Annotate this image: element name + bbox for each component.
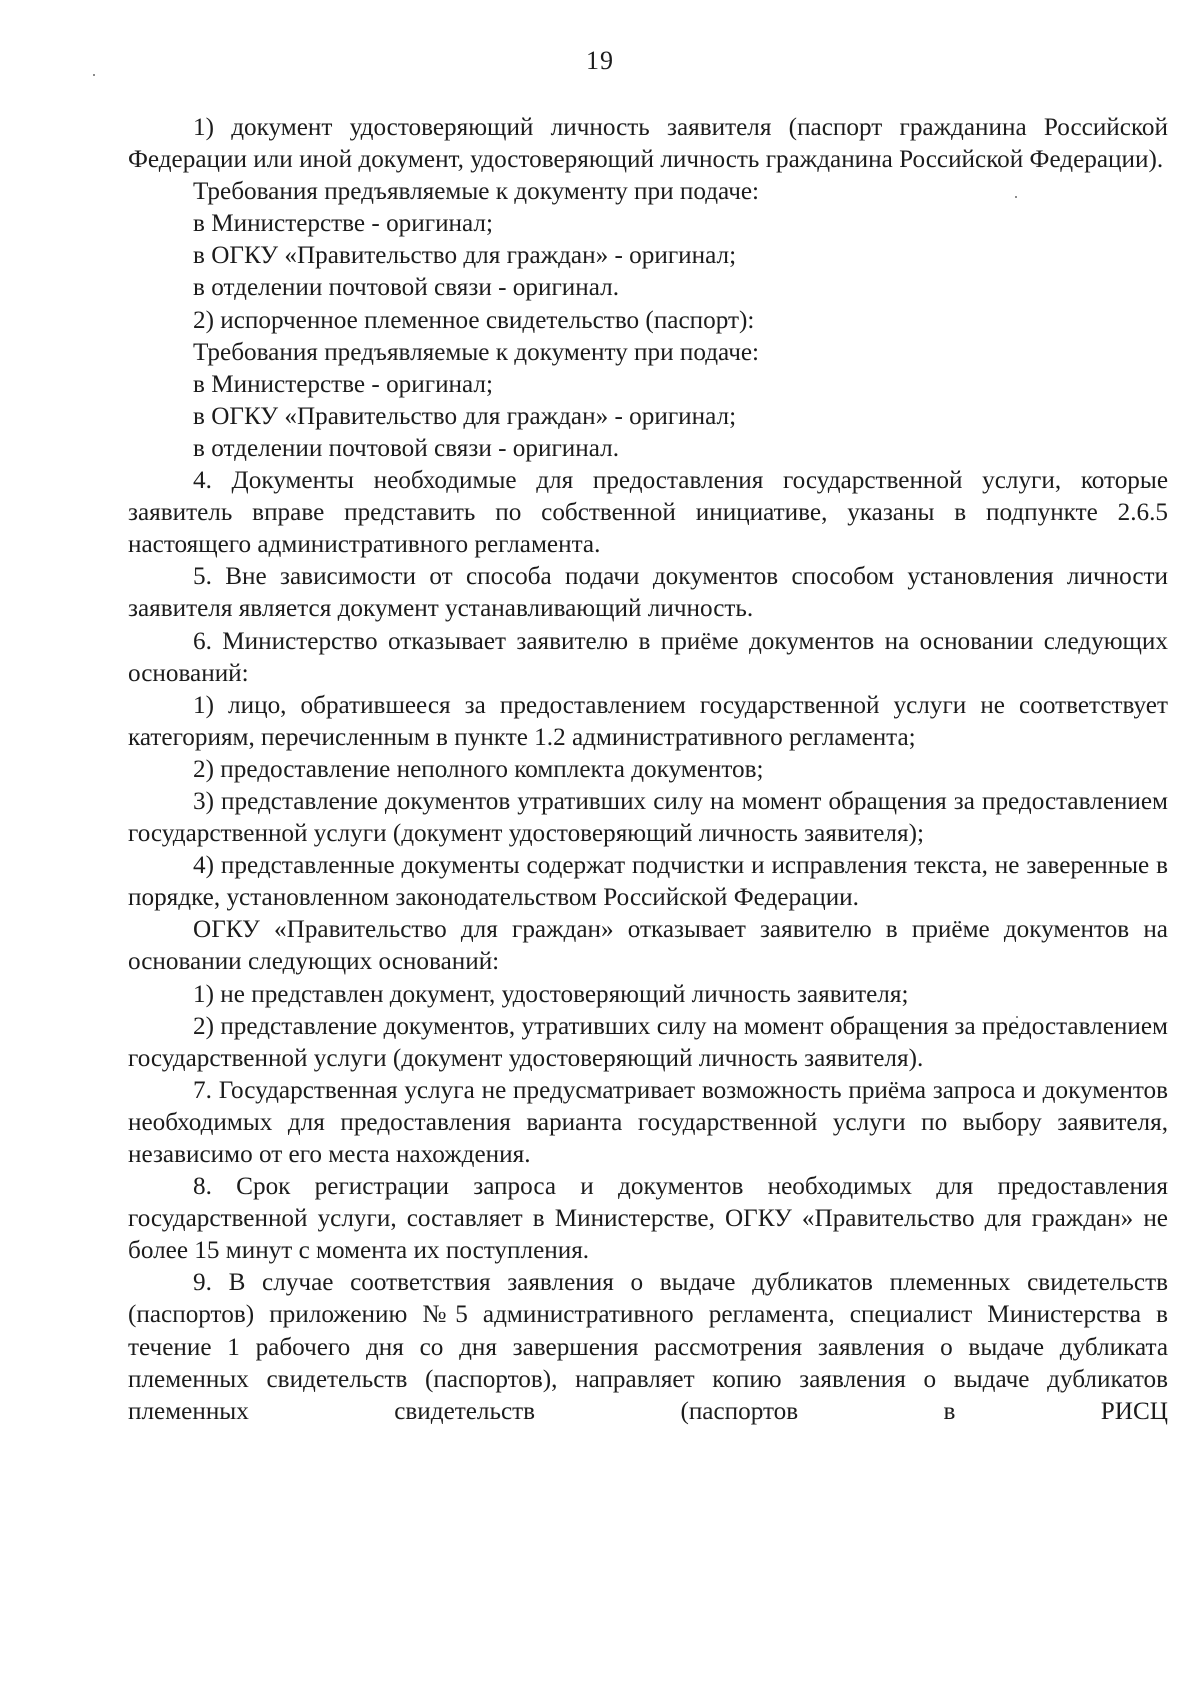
paragraph-spoiled-certificate: 2) испорченное племенное свидетельство (паспорт): (193, 306, 755, 334)
paragraph-refusal-4: 4) представленные документы содержат подчистки и исправления текста, не заверенные в порядке, установленном законодательством Российской Федерации. (128, 852, 1168, 912)
paragraph-item-7: 7. Государственная услуга не предусматривает возможность приёма запроса и документов необходимых для предоставления варианта государственной услуги по выбору заявителя, независимо от его места нахождения. (128, 1076, 1168, 1168)
paragraph-ogku-refusal: ОГКУ «Правительство для граждан» отказывает заявителю в приёме документов на основании следующих оснований: (128, 916, 1168, 976)
paragraph-ministry-original: в Министерстве - оригинал; (193, 210, 493, 238)
paragraph-item-4: 4. Документы необходимые для предоставления государственной услуги, которые заявитель вправе представить по собственной инициативе, указаны в подпункте 2.6.5 настоящего административного регламента. (128, 467, 1168, 559)
paragraph-post-original: в отделении почтовой связи - оригинал. (193, 434, 620, 462)
paragraph-item-5: 5. Вне зависимости от способа подачи документов способом установления личности заявителя является документ устанавливающий личность. (128, 563, 1168, 623)
paragraph-post-original: в отделении почтовой связи - оригинал. (193, 274, 620, 302)
paragraph-ministry-original: в Министерстве - оригинал; (193, 370, 493, 398)
scan-speck (93, 74, 95, 76)
paragraph-ogku-original: в ОГКУ «Правительство для граждан» - оригинал; (193, 242, 737, 270)
paragraph-ogku-refusal-1: 1) не представлен документ, удостоверяющий личность заявителя; (193, 980, 909, 1008)
paragraph-requirements-heading: Требования предъявляемые к документу при подаче: (193, 338, 760, 366)
document-body (128, 112, 1168, 1428)
paragraph-item-9: 9. В случае соответствия заявления о выдаче дубликатов племенных свидетельств (паспортов) приложению №5 административного регламента, специалист Министерства в течение 1 рабочего дня со дня завершения рассмотрения заявления о выдаче дубликата племенных свидетельств (паспортов), направляет копию заявления о выдаче дубликатов племенных свидетельств (паспортов в РИСЦ (128, 1269, 1168, 1425)
paragraph-requirements-heading: Требования предъявляемые к документу при подаче: (193, 178, 760, 206)
paragraph-refusal-3: 3) представление документов утративших силу на момент обращения за предоставлением государственной услуги (документ удостоверяющий личность заявителя); (128, 787, 1168, 848)
paragraph-ogku-refusal-2: 2) представление документов, утративших силу на момент обращения за предоставлением государственной услуги (документ удостоверяющий личность заявителя). (128, 1012, 1168, 1072)
paragraph-item-6: 6. Министерство отказывает заявителю в приёме документов на основании следующих оснований: (128, 627, 1168, 687)
paragraph-refusal-1: 1) лицо, обратившееся за предоставлением государственной услуги не соответствует категориям, перечисленным в пункте 1.2 административного регламента; (128, 691, 1168, 751)
paragraph-refusal-2: 2) предоставление неполного комплекта документов; (193, 755, 764, 783)
page-number: 19 (586, 46, 614, 75)
paragraph-item-8: 8. Срок регистрации запроса и документов необходимых для предоставления государственной услуги, составляет в Министерстве, ОГКУ «Правительство для граждан» не более 15 минут с момента их поступления. (128, 1173, 1168, 1265)
paragraph-ogku-original: в ОГКУ «Правительство для граждан» - оригинал; (193, 402, 737, 430)
paragraph-identity-document: 1) документ удостоверяющий личность заявителя (паспорт гражданина Российской Федерации или иной документ, удостоверяющий личность гражданина Российской Федерации). (128, 114, 1168, 174)
